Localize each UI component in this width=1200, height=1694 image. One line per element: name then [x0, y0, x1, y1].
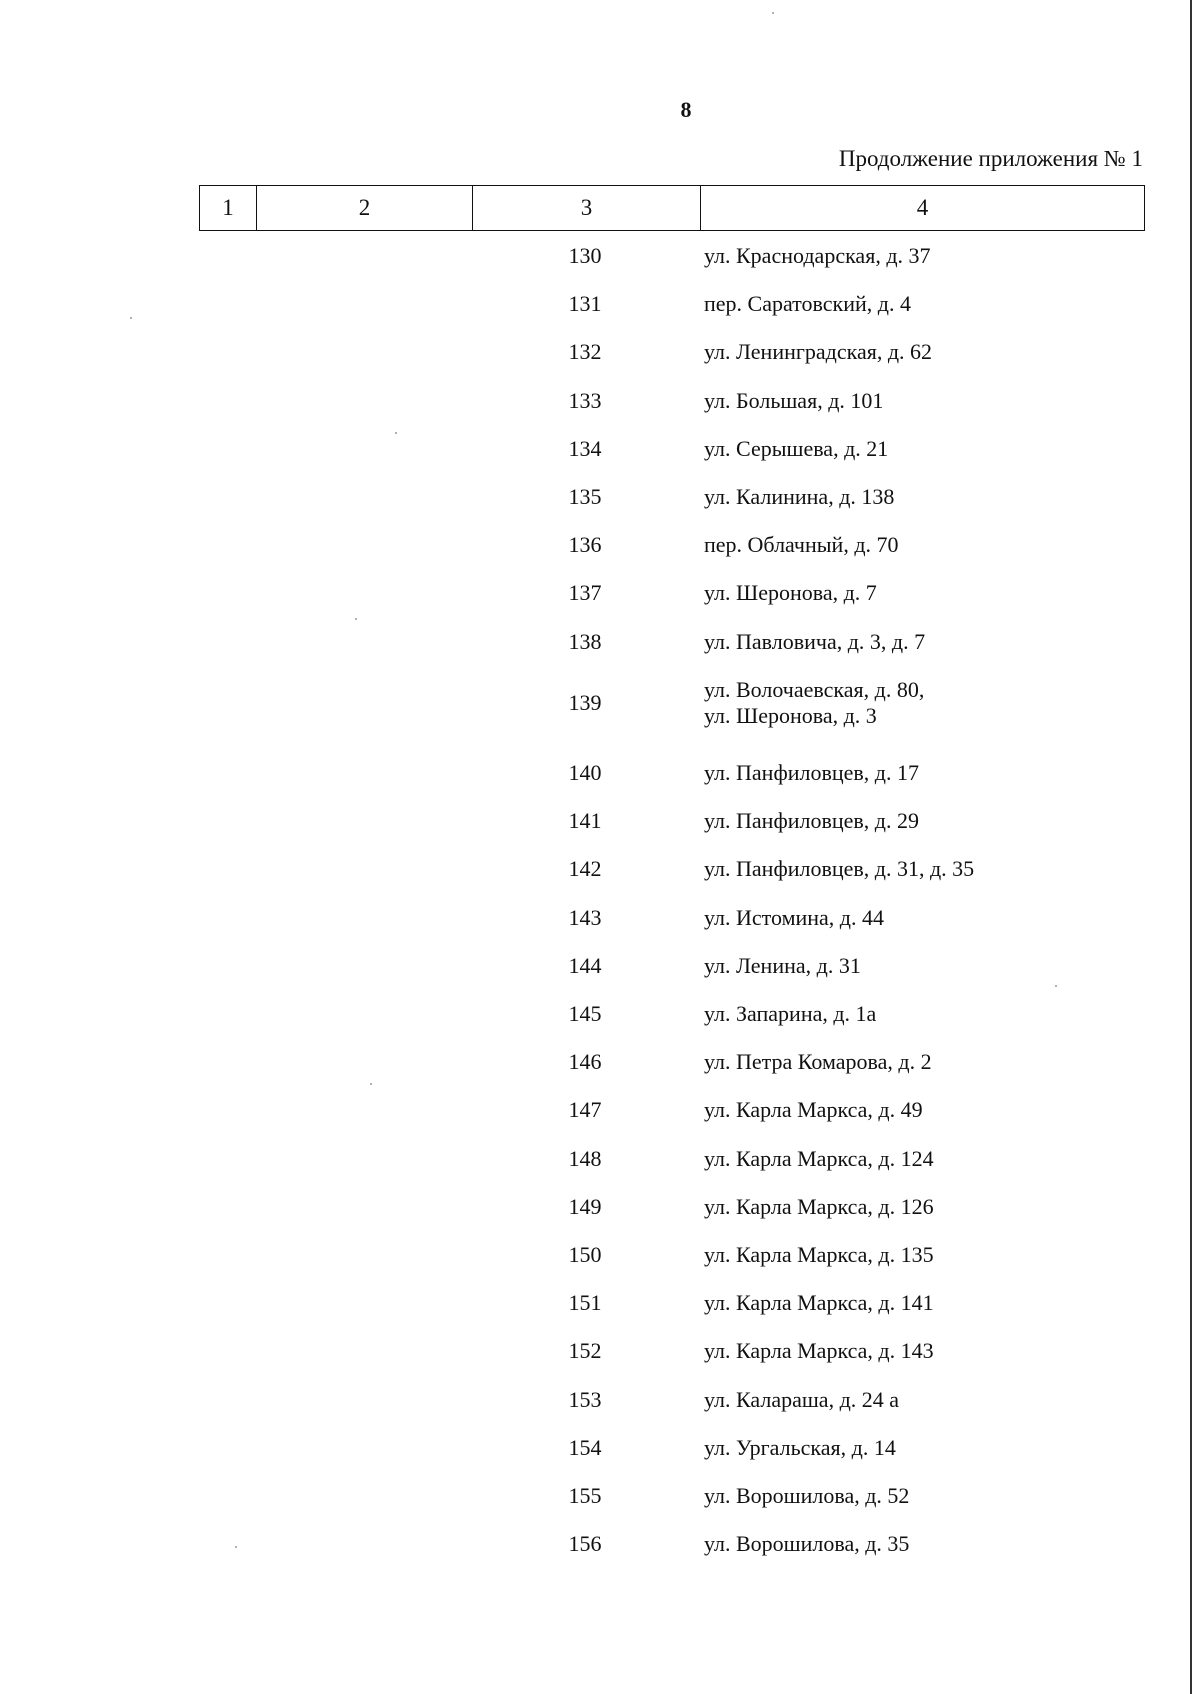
row-address — [704, 629, 1144, 655]
row-address — [704, 484, 1144, 510]
row-number: 156 — [568, 1531, 602, 1557]
row-address — [704, 243, 1144, 269]
address-line: ул. Краснодарская, д. 37 — [704, 243, 931, 268]
address-line: ул. Большая, д. 101 — [704, 387, 884, 413]
row-address — [704, 1097, 1144, 1123]
row-address — [704, 1531, 1144, 1557]
address-line: ул. Ургальская, д. 14 — [704, 1434, 896, 1460]
row-address — [704, 1483, 1144, 1509]
row-address — [704, 1435, 1144, 1461]
table-row — [0, 1001, 1200, 1027]
row-number: 138 — [568, 628, 602, 654]
row-address — [704, 760, 1144, 786]
row-number: 131 — [568, 291, 602, 317]
address-line: ул. Ленина, д. 31 — [704, 952, 861, 978]
address-line: ул. Петра Комарова, д. 2 — [704, 1049, 932, 1075]
table-row — [0, 905, 1200, 931]
address-line: ул. Запарина, д. 1а — [704, 1001, 877, 1026]
address-line: ул. Калараша, д. 24 а — [704, 1386, 900, 1412]
row-address — [704, 1290, 1144, 1316]
table-row — [0, 1194, 1200, 1220]
table-row — [0, 1387, 1200, 1413]
table-row — [0, 339, 1200, 365]
row-number: 152 — [568, 1338, 602, 1364]
address-line: ул. Панфиловцев, д. 17 — [704, 760, 919, 785]
scan-speck — [370, 1083, 372, 1085]
column-header-4: 4 — [701, 186, 1145, 231]
address-line: ул. Панфиловцев, д. 29 — [704, 808, 919, 834]
address-line: ул. Павловича, д. 3, д. 7 — [704, 628, 926, 654]
address-line: ул. Калинина, д. 138 — [704, 484, 895, 509]
table-row — [0, 243, 1200, 269]
address-line: ул. Серышева, д. 21 — [704, 435, 889, 461]
address-line: ул. Ворошилова, д. 35 — [704, 1531, 910, 1557]
scan-speck — [395, 432, 397, 434]
table-row — [0, 1049, 1200, 1075]
table-row — [0, 1146, 1200, 1172]
table-row — [0, 484, 1200, 510]
row-number: 149 — [568, 1193, 602, 1219]
row-number: 135 — [568, 484, 602, 509]
scan-speck — [235, 1546, 237, 1548]
row-number: 147 — [568, 1097, 602, 1123]
row-number: 144 — [568, 952, 602, 978]
row-address — [704, 339, 1144, 365]
row-address — [704, 1146, 1144, 1172]
row-number: 155 — [568, 1483, 602, 1508]
address-line: ул. Ленинградская, д. 62 — [704, 339, 933, 365]
row-number: 137 — [568, 580, 602, 606]
address-line: пер. Саратовский, д. 4 — [704, 291, 911, 317]
address-line: ул. Шеронова, д. 7 — [704, 580, 877, 606]
table-row — [0, 760, 1200, 786]
row-address — [704, 1049, 1144, 1075]
scan-speck — [772, 12, 774, 14]
row-number: 143 — [568, 904, 602, 930]
row-number: 150 — [568, 1242, 602, 1267]
address-line: ул. Карла Маркса, д. 126 — [704, 1193, 934, 1219]
table-row — [0, 436, 1200, 462]
row-number: 136 — [568, 532, 602, 558]
row-address — [704, 1242, 1144, 1268]
row-number: 140 — [568, 760, 602, 785]
scan-speck — [130, 317, 132, 319]
column-header-1: 1 — [200, 186, 257, 231]
scan-edge-line — [1190, 0, 1192, 1694]
table-row — [0, 1290, 1200, 1316]
scan-speck — [355, 618, 357, 620]
table-row — [0, 629, 1200, 655]
row-address — [704, 291, 1144, 317]
row-address — [704, 532, 1144, 558]
column-header-2: 2 — [257, 186, 473, 231]
row-number: 142 — [568, 856, 602, 882]
scan-speck — [1055, 985, 1057, 987]
table-row — [0, 1097, 1200, 1123]
row-address — [704, 436, 1144, 462]
row-number: 141 — [568, 808, 602, 834]
table-row — [0, 388, 1200, 414]
row-number: 148 — [568, 1145, 602, 1171]
row-number: 139 — [568, 689, 602, 715]
column-header-row — [200, 186, 1145, 231]
table-row — [0, 953, 1200, 979]
table-row — [0, 677, 1200, 729]
table-row — [0, 580, 1200, 606]
address-line: ул. Волочаевская, д. 80, — [704, 676, 925, 702]
address-line: ул. Карла Маркса, д. 141 — [704, 1290, 934, 1316]
row-address — [704, 953, 1144, 979]
row-address — [704, 1387, 1144, 1413]
column-header-3: 3 — [473, 186, 701, 231]
row-number: 130 — [568, 243, 602, 268]
address-line: ул. Панфиловцев, д. 31, д. 35 — [704, 856, 975, 882]
row-number: 146 — [568, 1049, 602, 1075]
table-row — [0, 1242, 1200, 1268]
row-address — [704, 1001, 1144, 1027]
row-number: 133 — [568, 387, 602, 413]
address-line: пер. Облачный, д. 70 — [704, 532, 899, 558]
address-line: ул. Шеронова, д. 3 — [704, 702, 877, 728]
page-number: 8 — [680, 97, 692, 122]
address-line: ул. Карла Маркса, д. 135 — [704, 1242, 934, 1267]
row-number: 153 — [568, 1386, 602, 1412]
address-line: ул. Карла Маркса, д. 143 — [704, 1338, 934, 1364]
row-number: 132 — [568, 339, 602, 365]
row-address — [704, 905, 1144, 931]
address-line: ул. Карла Маркса, д. 124 — [704, 1145, 934, 1171]
row-number: 134 — [568, 435, 602, 461]
row-address — [704, 856, 1144, 882]
table-row — [0, 1531, 1200, 1557]
row-number: 145 — [568, 1001, 602, 1026]
address-line: ул. Ворошилова, д. 52 — [704, 1483, 910, 1508]
table-row — [0, 1483, 1200, 1509]
table-row — [0, 1435, 1200, 1461]
row-number: 151 — [568, 1290, 602, 1316]
table-row — [0, 856, 1200, 882]
address-line: ул. Карла Маркса, д. 49 — [704, 1097, 923, 1123]
row-address — [704, 580, 1144, 606]
table-row — [0, 291, 1200, 317]
row-address — [704, 1194, 1144, 1220]
row-address — [704, 677, 1144, 729]
column-header-table — [199, 185, 1145, 231]
continuation-title: Продолжение приложения № 1 — [838, 146, 1143, 171]
table-row — [0, 808, 1200, 834]
address-line: ул. Истомина, д. 44 — [704, 904, 884, 930]
row-address — [704, 808, 1144, 834]
row-address — [704, 1338, 1144, 1364]
row-number: 154 — [568, 1434, 602, 1460]
row-address — [704, 388, 1144, 414]
table-row — [0, 1338, 1200, 1364]
table-row — [0, 532, 1200, 558]
